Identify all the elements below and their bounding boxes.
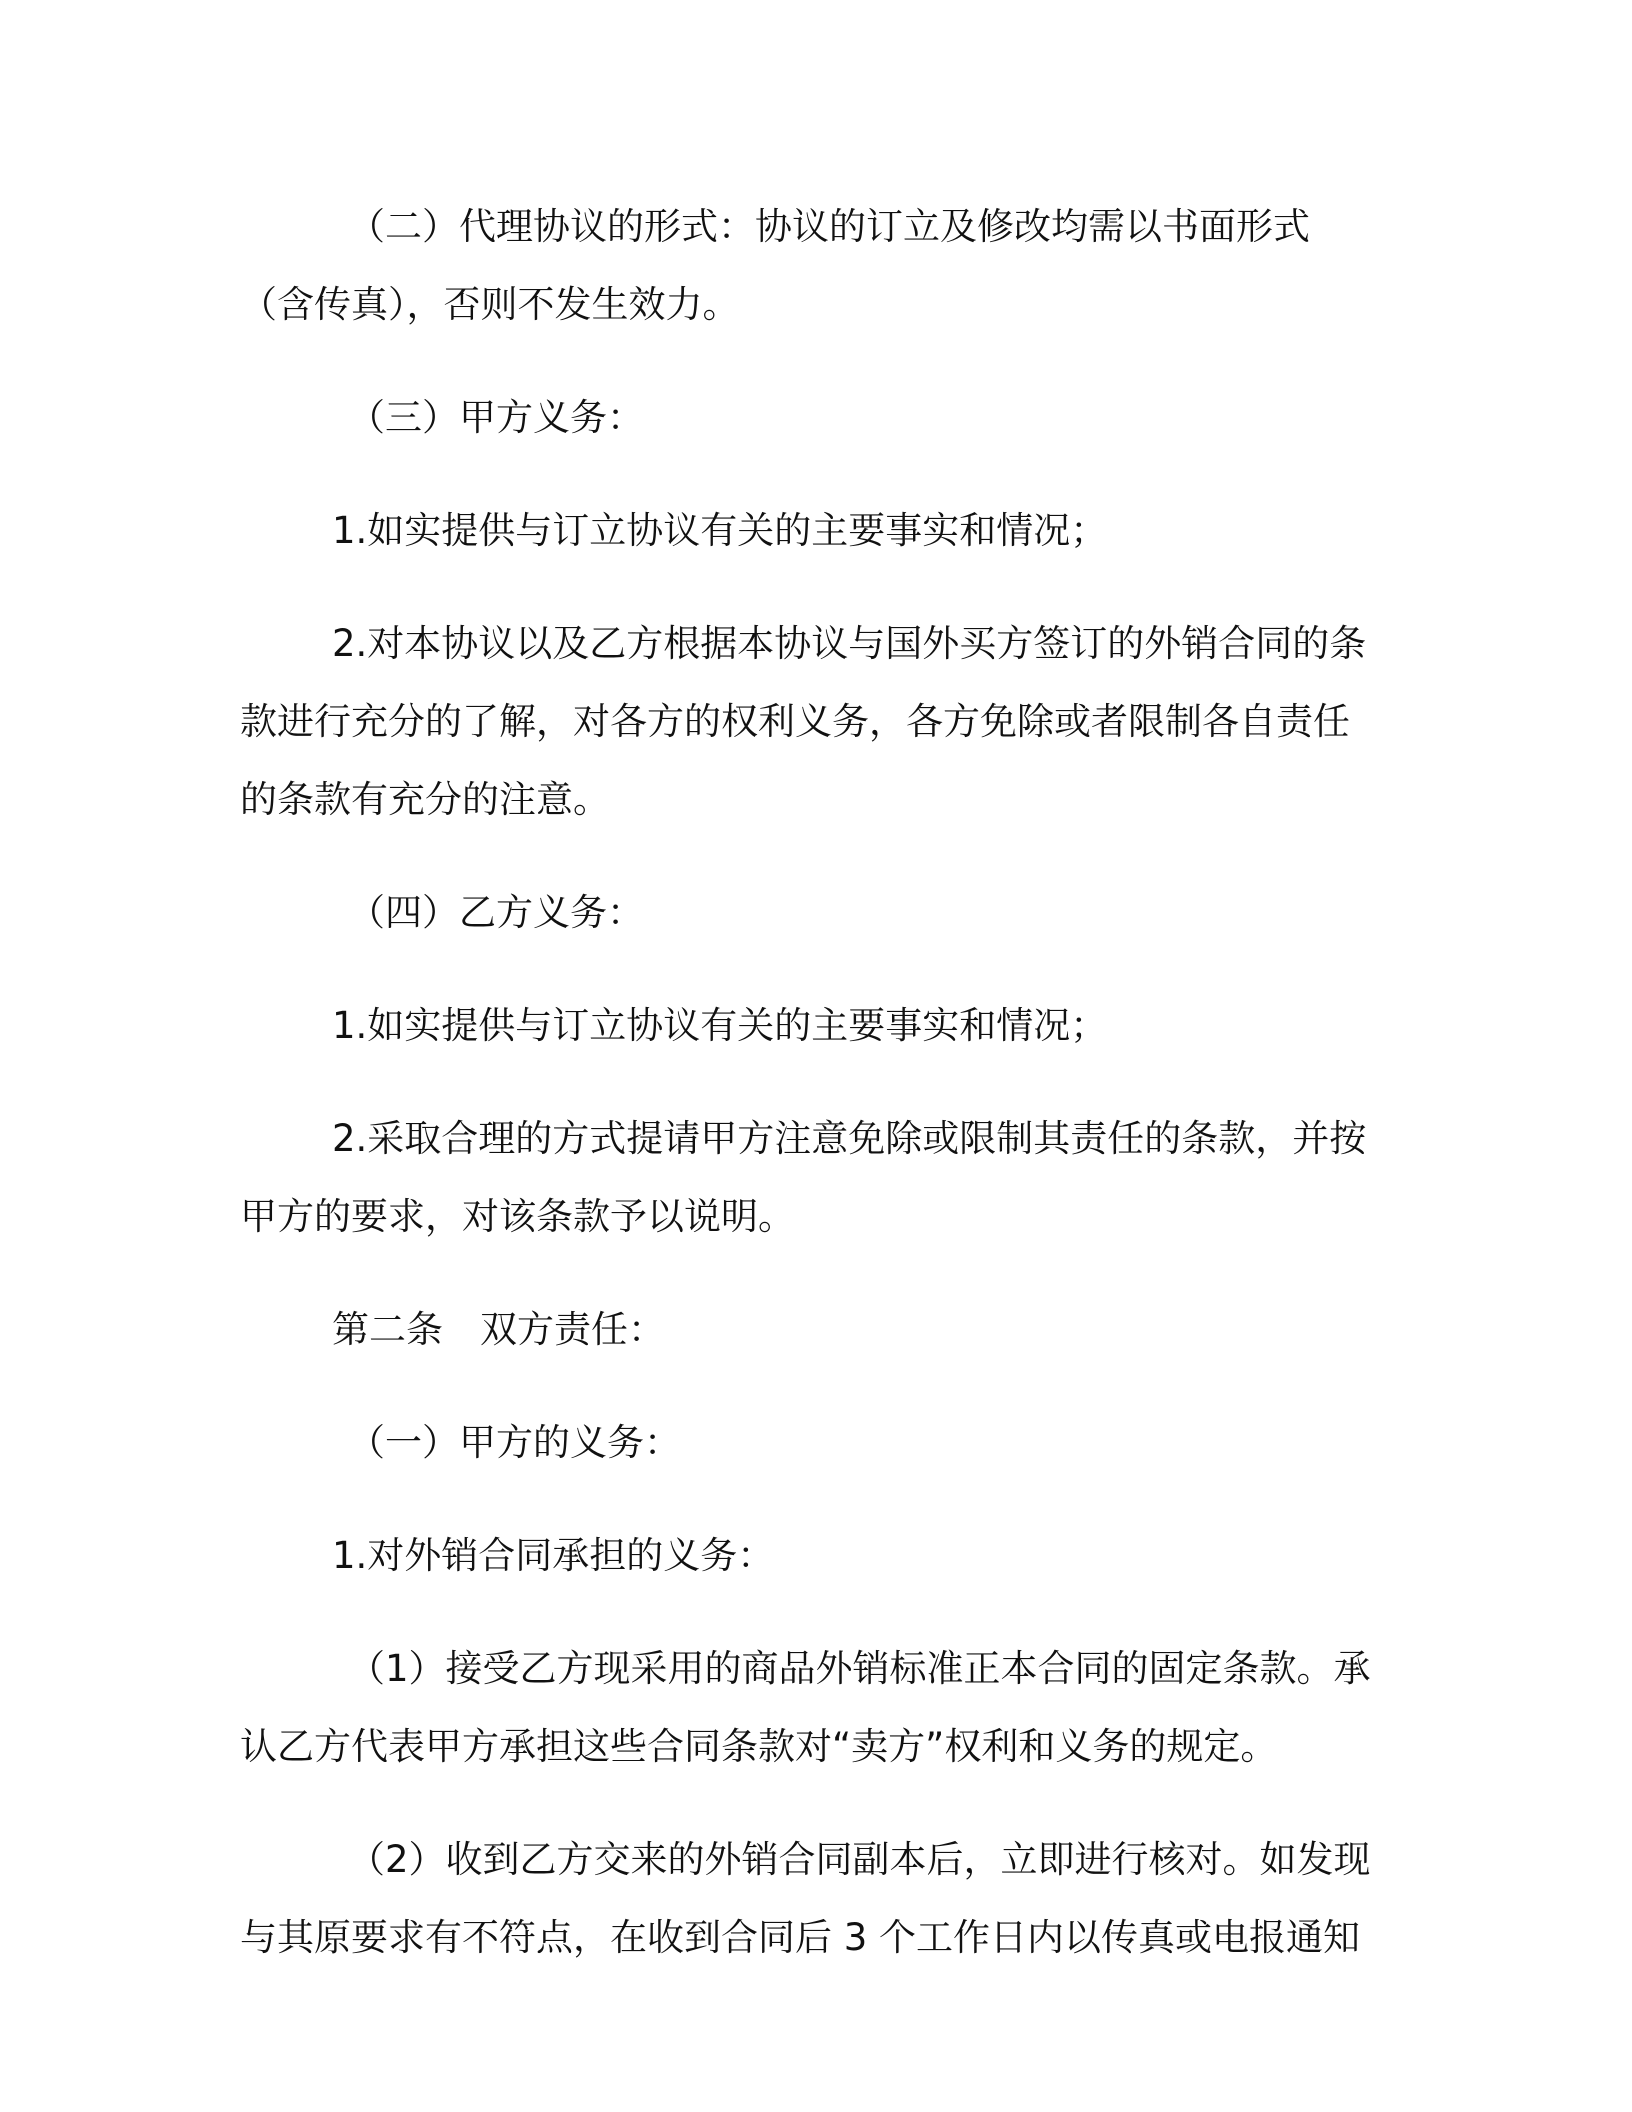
heading-party-a-obligations: （三）甲方义务：	[348, 396, 644, 439]
paragraph-party-a-item-1: 1.如实提供与订立协议有关的主要事实和情况；	[332, 509, 1108, 552]
paragraph-party-a-item-2: 2.对本协议以及乙方根据本协议与国外买方签订的外销合同的条款进行充分的了解，对各方的权利义务，各方免除或者限制各自责任的条款有充分的注意。	[240, 622, 1367, 821]
paragraph-export-contract-duties: 1.对外销合同承担的义务：	[332, 1534, 775, 1577]
paragraph-agreement-form: （二）代理协议的形式：协议的订立及修改均需以书面形式（含传真），否则不发生效力。	[240, 205, 1310, 326]
heading-party-a-duties: （一）甲方的义务：	[348, 1421, 681, 1464]
paragraph-party-b-item-1: 1.如实提供与订立协议有关的主要事实和情况；	[332, 1004, 1108, 1047]
heading-party-b-obligations: （四）乙方义务：	[348, 891, 644, 934]
paragraph-duty-2: （2）收到乙方交来的外销合同副本后，立即进行核对。如发现与其原要求有不符点，在收到合同后 3 个工作日内以传真或电报通知	[240, 1838, 1371, 1959]
heading-article-two: 第二条 双方责任：	[332, 1308, 665, 1351]
paragraph-party-b-item-2: 2.采取合理的方式提请甲方注意免除或限制其责任的条款，并按甲方的要求，对该条款予以说明。	[240, 1117, 1367, 1238]
paragraph-duty-1: （1）接受乙方现采用的商品外销标准正本合同的固定条款。承认乙方代表甲方承担这些合同条款对“卖方”权利和义务的规定。	[240, 1647, 1371, 1768]
document-body	[240, 188, 1380, 2012]
